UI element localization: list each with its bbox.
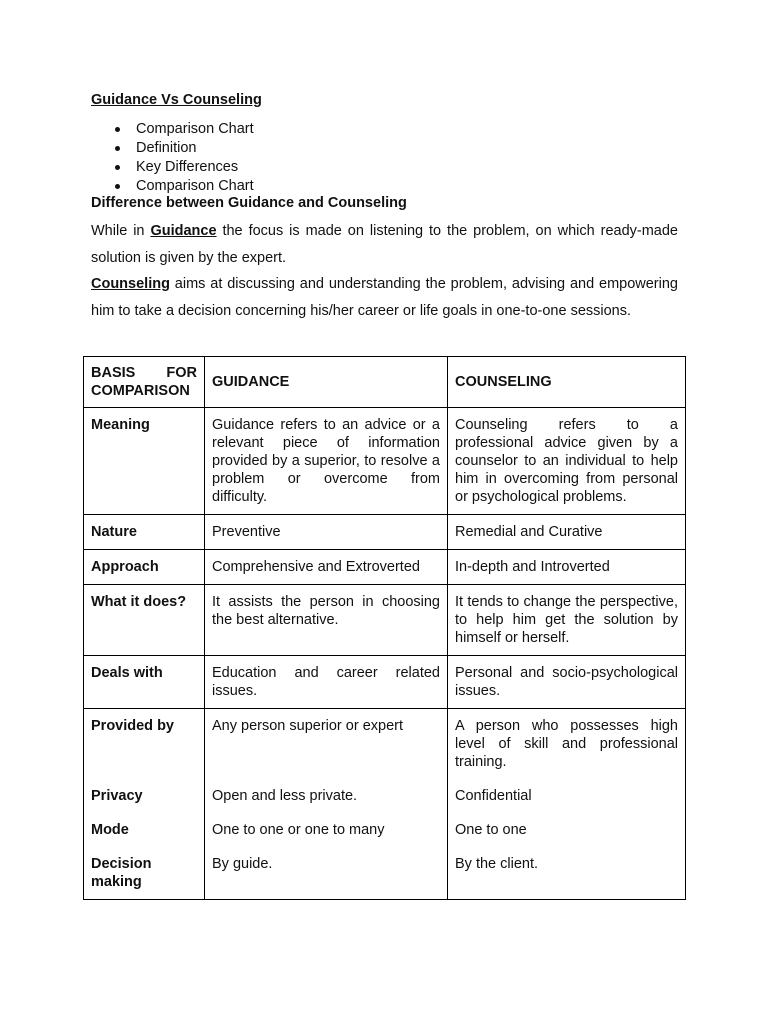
table-row bbox=[84, 585, 686, 656]
row-counseling: A person who possesses high level of skill and professional training. bbox=[448, 709, 686, 780]
guidance-paragraph bbox=[91, 218, 678, 272]
row-guidance: Guidance refers to an advice or a relevant piece of information provided by a superior, to resolve a problem or overcome from difficulty. bbox=[205, 408, 448, 515]
row-basis: Approach bbox=[84, 550, 205, 585]
row-basis: Decision making bbox=[84, 847, 205, 900]
header-counseling: COUNSELING bbox=[448, 357, 686, 408]
table-row bbox=[84, 656, 686, 709]
row-guidance: Any person superior or expert bbox=[205, 709, 448, 780]
row-counseling: It tends to change the perspective, to help him get the solution by himself or herself. bbox=[448, 585, 686, 656]
guidance-term: Guidance bbox=[150, 223, 217, 239]
row-counseling: One to one bbox=[448, 813, 686, 847]
table-row bbox=[84, 515, 686, 550]
row-basis: What it does? bbox=[84, 585, 205, 656]
table-row bbox=[84, 408, 686, 515]
header-basis: BASIS FOR COMPARISON bbox=[84, 357, 205, 408]
paragraph-text: aims at discussing and understanding the problem, advising and empowering him to take a decision concerning his/her career or life goals in one-to-one sessions. bbox=[91, 276, 678, 319]
row-basis: Provided by bbox=[84, 709, 205, 780]
contents-list bbox=[91, 120, 254, 196]
table-row bbox=[84, 779, 686, 813]
row-guidance: By guide. bbox=[205, 847, 448, 900]
contents-item: Comparison Chart bbox=[91, 177, 254, 196]
contents-item: Comparison Chart bbox=[91, 120, 254, 139]
table-header-row bbox=[84, 357, 686, 408]
row-counseling: Personal and socio-psychological issues. bbox=[448, 656, 686, 709]
document-title: Guidance Vs Counseling bbox=[91, 92, 262, 108]
row-guidance: Preventive bbox=[205, 515, 448, 550]
table-row bbox=[84, 709, 686, 780]
row-guidance: One to one or one to many bbox=[205, 813, 448, 847]
counseling-term: Counseling bbox=[91, 276, 170, 292]
row-basis: Deals with bbox=[84, 656, 205, 709]
row-guidance: Open and less private. bbox=[205, 779, 448, 813]
row-guidance: Education and career related issues. bbox=[205, 656, 448, 709]
row-guidance: Comprehensive and Extroverted bbox=[205, 550, 448, 585]
contents-item: Definition bbox=[91, 139, 254, 158]
row-guidance: It assists the person in choosing the best alternative. bbox=[205, 585, 448, 656]
contents-item: Key Differences bbox=[91, 158, 254, 177]
header-guidance: GUIDANCE bbox=[205, 357, 448, 408]
row-counseling: Counseling refers to a professional advice given by a counselor to an individual to help him in overcoming from personal or psychological problems. bbox=[448, 408, 686, 515]
table-row bbox=[84, 550, 686, 585]
row-basis: Nature bbox=[84, 515, 205, 550]
counseling-paragraph bbox=[91, 271, 678, 325]
table-row bbox=[84, 847, 686, 900]
table-row bbox=[84, 813, 686, 847]
row-counseling: Confidential bbox=[448, 779, 686, 813]
row-basis: Privacy bbox=[84, 779, 205, 813]
section-heading: Difference between Guidance and Counseling bbox=[91, 195, 407, 211]
row-counseling: Remedial and Curative bbox=[448, 515, 686, 550]
paragraph-text: the focus is made on listening to the problem, on which ready-made solution is given by the expert. bbox=[91, 223, 678, 266]
row-counseling: By the client. bbox=[448, 847, 686, 900]
row-basis: Mode bbox=[84, 813, 205, 847]
row-counseling: In-depth and Introverted bbox=[448, 550, 686, 585]
paragraph-prefix: While in bbox=[91, 223, 151, 239]
row-basis: Meaning bbox=[84, 408, 205, 515]
comparison-table bbox=[83, 356, 686, 900]
